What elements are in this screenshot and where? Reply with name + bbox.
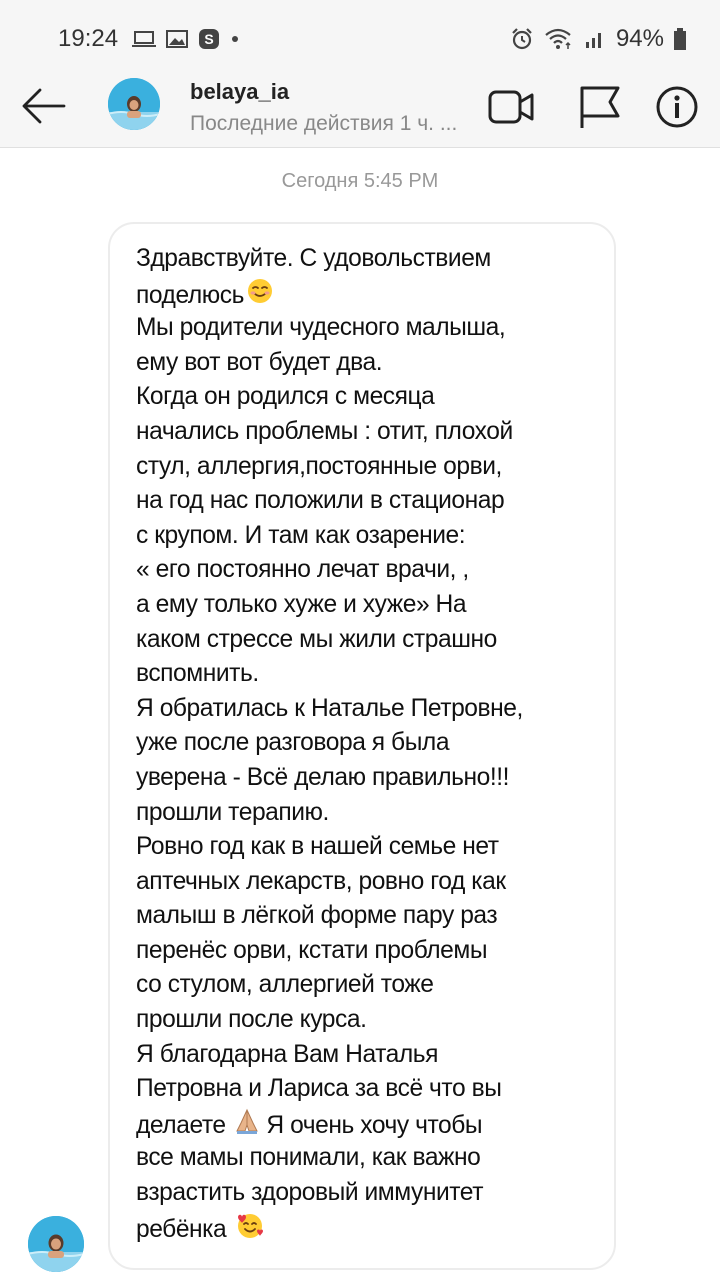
message-line: Я благодарна Вам Наталья	[136, 1040, 439, 1068]
smiling-face-with-hearts-emoji-icon	[235, 1211, 265, 1250]
message-line: Здравствуйте. С удовольствием	[136, 245, 491, 272]
message-line: взрастить здоровый иммунитет	[136, 1179, 484, 1207]
message-line: со стулом, аллергией тоже	[136, 971, 434, 999]
message-text: Я очень хочу чтобы	[260, 1111, 483, 1139]
user-info[interactable]	[190, 78, 457, 136]
avatar[interactable]	[108, 78, 160, 130]
message-line: Петровна и Лариса за всё что вы	[136, 1075, 502, 1103]
message-line: аптечных лекарств, ровно год как	[136, 867, 506, 895]
wifi-icon	[544, 27, 574, 51]
dot-icon	[230, 34, 240, 44]
laptop-icon	[132, 29, 156, 49]
message-line: уже после разговора я была	[136, 729, 450, 757]
status-right	[510, 25, 686, 53]
smiling-face-emoji-icon	[246, 277, 274, 316]
battery-percent: 94%	[615, 25, 664, 52]
message-line: прошли терапию.	[136, 798, 329, 826]
message-line: « его постоянно лечат врачи, ,	[136, 556, 469, 584]
message-line: начались проблемы : отит, плохой	[136, 417, 513, 445]
message-line: а ему только хуже и хуже» На	[136, 590, 467, 618]
message-bubble[interactable]	[108, 222, 616, 1270]
status-left	[58, 25, 240, 53]
alarm-icon	[510, 27, 534, 51]
message-text: ребёнка	[136, 1215, 227, 1243]
message-line: Ровно год как в нашей семье нет	[136, 833, 499, 861]
message-line: на год нас положили в стационар	[136, 487, 505, 515]
message-line: с крупом. И там как озарение:	[136, 521, 466, 549]
message-line: вспомнить.	[136, 660, 259, 688]
message-line	[136, 1211, 600, 1246]
sender-avatar[interactable]	[28, 1216, 84, 1272]
signal-icon	[584, 28, 606, 50]
flag-icon[interactable]	[576, 84, 626, 130]
status-bar	[0, 0, 720, 70]
video-call-icon[interactable]	[486, 84, 536, 130]
svg-text:S: S	[204, 31, 214, 47]
message-line: Когда он родился с месяца	[136, 383, 435, 411]
message-line: все мамы понимали, как важно	[136, 1144, 481, 1172]
message-line	[136, 1107, 600, 1142]
username[interactable]: belaya_ia	[190, 79, 290, 104]
message-text: поделюсь	[136, 281, 244, 309]
message-line	[136, 277, 600, 312]
skype-icon	[198, 28, 220, 50]
message-line: Я обратилась к Наталье Петровне,	[136, 694, 523, 722]
message-line: каком стрессе мы жили страшно	[136, 625, 497, 653]
message-line: уверена - Всё делаю правильно!!!	[136, 763, 509, 791]
message-timestamp: Сегодня 5:45 PM	[281, 170, 439, 192]
message-line: прошли после курса.	[136, 1006, 367, 1034]
folded-hands-emoji-icon	[234, 1107, 260, 1146]
last-active-status: Последние действия 1 ч. ...	[190, 112, 458, 135]
back-arrow-icon[interactable]	[20, 86, 66, 126]
message-line: перенёс орви, кстати проблемы	[136, 936, 488, 964]
message-line: малыш в лёгкой форме пару раз	[136, 902, 498, 930]
battery-icon	[674, 28, 686, 50]
chat-header	[0, 70, 720, 148]
message-line: стул, аллергия,постоянные орви,	[136, 452, 502, 480]
status-time: 19:24	[58, 25, 119, 52]
message-text: делаете	[136, 1111, 226, 1139]
message-line: Мы родители чудесного малыша,	[136, 314, 506, 342]
gallery-icon	[166, 29, 188, 49]
message-line: ему вот вот будет два.	[136, 348, 383, 376]
info-icon[interactable]	[652, 84, 702, 130]
